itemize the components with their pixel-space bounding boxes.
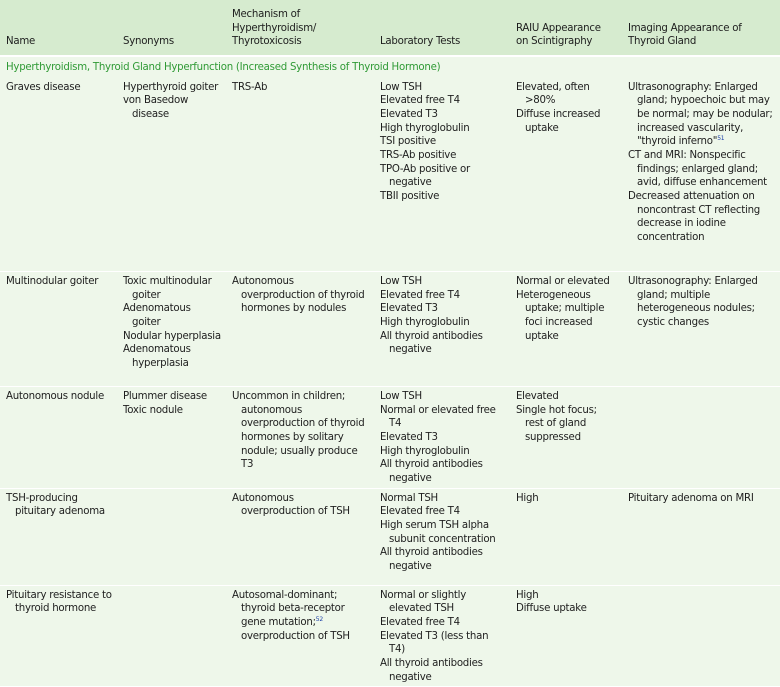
cell-item-text: TSH-producing pituitary adenoma bbox=[6, 492, 105, 518]
table-row bbox=[0, 78, 780, 272]
cell-item bbox=[232, 492, 370, 519]
cell-item-text: TRS-Ab positive bbox=[380, 149, 457, 161]
cell-item-text: Autosomal-dominant; thyroid beta-receptor gene mutation; bbox=[232, 589, 345, 629]
cell-item bbox=[380, 149, 506, 163]
cell-item bbox=[380, 316, 506, 330]
cell-item bbox=[380, 275, 506, 289]
cell-name bbox=[0, 585, 117, 687]
cell-imaging bbox=[622, 387, 780, 489]
cell-item bbox=[123, 390, 222, 404]
cell-item-text: Graves disease bbox=[6, 81, 81, 93]
cell-imaging bbox=[622, 272, 780, 387]
cell-item bbox=[380, 445, 506, 459]
cell-item-text: TRS-Ab bbox=[232, 81, 268, 93]
header-mechanism-text: Mechanism of Hyperthyroidism/ Thyrotoxicosis bbox=[232, 9, 317, 48]
cell-item bbox=[380, 122, 506, 136]
header-lab-tests: Laboratory Tests bbox=[374, 0, 510, 56]
cell-item-text: Low TSH bbox=[380, 276, 422, 288]
cell-item bbox=[380, 458, 506, 485]
cell-item bbox=[123, 404, 222, 418]
cell-synonyms bbox=[117, 585, 226, 687]
cell-item bbox=[380, 492, 506, 506]
cell-item bbox=[380, 330, 506, 357]
cell-item-text: Elevated T3 bbox=[380, 108, 438, 120]
cell-item bbox=[380, 404, 506, 431]
cell-item bbox=[123, 81, 222, 95]
cell-item-text: von Basedow disease bbox=[123, 95, 189, 120]
table-row bbox=[0, 272, 780, 387]
table-row bbox=[0, 488, 780, 585]
cell-item bbox=[380, 546, 506, 573]
cell-item-text: Normal or elevated bbox=[516, 276, 610, 288]
cell-item bbox=[380, 657, 506, 684]
cell-mechanism bbox=[226, 272, 374, 387]
header-imaging-text: Imaging Appearance of Thyroid Gland bbox=[628, 22, 742, 48]
cell-lab-tests bbox=[374, 78, 510, 272]
cell-item-text: Normal or slightly elevated TSH bbox=[380, 589, 467, 615]
cell-item bbox=[232, 275, 370, 316]
cell-raiu bbox=[510, 585, 622, 687]
cell-item bbox=[628, 190, 776, 245]
table-row bbox=[0, 387, 780, 489]
cell-item-text: All thyroid antibodies negative bbox=[380, 658, 483, 683]
cell-item-text: High serum TSH alpha subunit concentration bbox=[380, 520, 496, 545]
cell-item bbox=[516, 390, 618, 404]
cell-item-text: Autonomous nodule bbox=[6, 391, 104, 403]
cell-imaging bbox=[622, 78, 780, 272]
cell-item bbox=[6, 589, 113, 616]
cell-item bbox=[123, 330, 222, 344]
cell-item-text: High bbox=[516, 589, 539, 601]
cell-item bbox=[380, 190, 506, 204]
cell-item-text: High thyroglobulin bbox=[380, 317, 470, 329]
cell-item-text: High bbox=[516, 492, 539, 504]
cell-item bbox=[516, 289, 618, 344]
cell-raiu bbox=[510, 488, 622, 585]
cell-item bbox=[380, 94, 506, 108]
cell-item-text: Uncommon in children; autonomous overproduction of thyroid hormones by solitary nodule; usually produce T3 bbox=[232, 391, 365, 471]
cell-item bbox=[516, 589, 618, 603]
cell-item-text: Normal or elevated free T4 bbox=[380, 404, 496, 430]
cell-item bbox=[380, 431, 506, 445]
cell-item bbox=[380, 163, 506, 190]
cell-item bbox=[380, 616, 506, 630]
cell-item-text: Adenomatous hyperplasia bbox=[123, 344, 191, 370]
cell-item-text: Elevated free T4 bbox=[380, 95, 460, 107]
cell-synonyms bbox=[117, 387, 226, 489]
cell-item-text: Low TSH bbox=[380, 81, 422, 93]
cell-item-text: Multinodular goiter bbox=[6, 276, 99, 288]
table-row bbox=[0, 585, 780, 687]
cell-item-text: TPO-Ab positive or negative bbox=[380, 163, 470, 189]
header-raiu bbox=[510, 0, 622, 56]
cell-mechanism bbox=[226, 387, 374, 489]
cell-item bbox=[628, 81, 776, 149]
cell-synonyms bbox=[117, 78, 226, 272]
cell-item-text: Pituitary adenoma on MRI bbox=[628, 492, 754, 504]
cell-item bbox=[6, 81, 113, 95]
cell-item bbox=[232, 589, 370, 644]
cell-item-text: Heterogeneous uptake; multiple foci increased uptake bbox=[516, 289, 605, 342]
cell-item-text: All thyroid antibodies negative bbox=[380, 459, 483, 485]
cell-item-text: High thyroglobulin bbox=[380, 122, 470, 134]
section-row bbox=[0, 56, 780, 78]
cell-item-text: All thyroid antibodies negative bbox=[380, 547, 483, 573]
cell-name bbox=[0, 78, 117, 272]
cell-lab-tests bbox=[374, 387, 510, 489]
cell-raiu bbox=[510, 387, 622, 489]
header-raiu-text: RAIU Appearance on Scintigraphy bbox=[516, 22, 601, 48]
cell-item bbox=[380, 302, 506, 316]
cell-item-text: Elevated free T4 bbox=[380, 289, 460, 301]
cell-item bbox=[6, 492, 113, 519]
cell-name bbox=[0, 488, 117, 585]
cell-item bbox=[232, 81, 370, 95]
cell-item-text: Elevated, often >80% bbox=[516, 81, 590, 107]
cell-item-text: Pituitary resistance to thyroid hormone bbox=[6, 589, 112, 615]
cell-item bbox=[123, 343, 222, 370]
cell-lab-tests bbox=[374, 272, 510, 387]
cell-item bbox=[516, 81, 618, 108]
header-mechanism bbox=[226, 0, 374, 56]
cell-synonyms bbox=[117, 272, 226, 387]
cell-item-text: Elevated free T4 bbox=[380, 617, 460, 629]
header-row bbox=[0, 0, 780, 56]
cell-item bbox=[516, 492, 618, 506]
cell-item-text: Autonomous overproduction of TSH bbox=[232, 492, 350, 518]
header-name: Name bbox=[0, 0, 117, 56]
cell-synonyms bbox=[117, 488, 226, 585]
cell-imaging bbox=[622, 585, 780, 687]
cell-item-text: Decreased attenuation on noncontrast CT reflecting decrease in iodine concentration bbox=[628, 190, 760, 243]
cell-item-text: Hyperthyroid goiter bbox=[123, 81, 219, 93]
cell-item-text: Adenomatous goiter bbox=[123, 303, 191, 329]
cell-item-text: Single hot focus; rest of gland suppressed bbox=[516, 404, 597, 444]
cell-item bbox=[516, 602, 618, 616]
cell-item-text: Toxic multinodular goiter bbox=[123, 276, 212, 301]
cell-item bbox=[628, 149, 776, 190]
cell-item-text: Diffuse increased uptake bbox=[516, 108, 601, 134]
cell-item-text: Elevated bbox=[516, 391, 559, 403]
cell-item bbox=[516, 275, 618, 289]
section-title: Hyperthyroidism, Thyroid Gland Hyperfunction (Increased Synthesis of Thyroid Hormone) bbox=[6, 62, 441, 73]
cell-lab-tests bbox=[374, 585, 510, 687]
header-synonyms: Synonyms bbox=[117, 0, 226, 56]
cell-item bbox=[380, 390, 506, 404]
cell-item bbox=[123, 275, 222, 302]
cell-item bbox=[380, 108, 506, 122]
cell-item bbox=[628, 492, 776, 506]
cell-mechanism bbox=[226, 585, 374, 687]
cell-item-text: TBII positive bbox=[380, 190, 440, 202]
cell-item-text: Ultrasonography: Enlarged gland; multiple heterogeneous nodules; cystic changes bbox=[628, 276, 758, 329]
cell-item-text: Normal TSH bbox=[380, 492, 438, 504]
cell-item-text: overproduction of TSH bbox=[241, 630, 350, 642]
cell-item bbox=[380, 135, 506, 149]
cell-item-text: Autonomous overproduction of thyroid hormones by nodules bbox=[232, 276, 365, 315]
cell-item bbox=[6, 390, 113, 404]
cell-mechanism bbox=[226, 78, 374, 272]
reference-superscript[interactable]: 52 bbox=[315, 616, 323, 624]
cell-item-text: CT and MRI: Nonspecific findings; enlarged gland; avid, diffuse enhancement bbox=[628, 149, 767, 189]
cell-item-text: Plummer disease bbox=[123, 391, 207, 403]
cell-item-text: Elevated free T4 bbox=[380, 506, 460, 518]
cell-item-text: Elevated T3 (less than T4) bbox=[380, 630, 489, 656]
cell-item bbox=[123, 302, 222, 329]
cell-item bbox=[628, 275, 776, 330]
cell-item bbox=[516, 108, 618, 135]
cell-item bbox=[123, 94, 222, 121]
cell-item-text: Ultrasonography: Enlarged gland; hypoechoic but may be normal; may be nodular; increased vascularity, "thyroid inferno" bbox=[628, 81, 773, 148]
cell-item bbox=[380, 289, 506, 303]
cell-raiu bbox=[510, 272, 622, 387]
cell-item bbox=[6, 275, 113, 289]
cell-item-text: Toxic nodule bbox=[123, 404, 183, 416]
cell-item-text: Elevated T3 bbox=[380, 303, 438, 315]
cell-item-text: TSI positive bbox=[380, 136, 436, 148]
cell-item-text: Low TSH bbox=[380, 391, 422, 403]
cell-mechanism bbox=[226, 488, 374, 585]
cell-name bbox=[0, 387, 117, 489]
reference-superscript[interactable]: 51 bbox=[717, 135, 725, 143]
cell-imaging bbox=[622, 488, 780, 585]
cell-item-text: Diffuse uptake bbox=[516, 603, 587, 615]
header-imaging bbox=[622, 0, 780, 56]
cell-item bbox=[232, 390, 370, 472]
cell-raiu bbox=[510, 78, 622, 272]
cell-item-text: Elevated T3 bbox=[380, 432, 438, 444]
cell-item bbox=[380, 81, 506, 95]
cell-item bbox=[380, 519, 506, 546]
cell-item bbox=[380, 589, 506, 616]
cell-item-text: High thyroglobulin bbox=[380, 445, 470, 457]
cell-item bbox=[380, 630, 506, 657]
cell-item bbox=[516, 404, 618, 445]
cell-item bbox=[380, 505, 506, 519]
cell-item-text: Nodular hyperplasia bbox=[123, 330, 221, 342]
cell-name bbox=[0, 272, 117, 387]
cell-lab-tests bbox=[374, 488, 510, 585]
cell-item-text: All thyroid antibodies negative bbox=[380, 330, 483, 356]
